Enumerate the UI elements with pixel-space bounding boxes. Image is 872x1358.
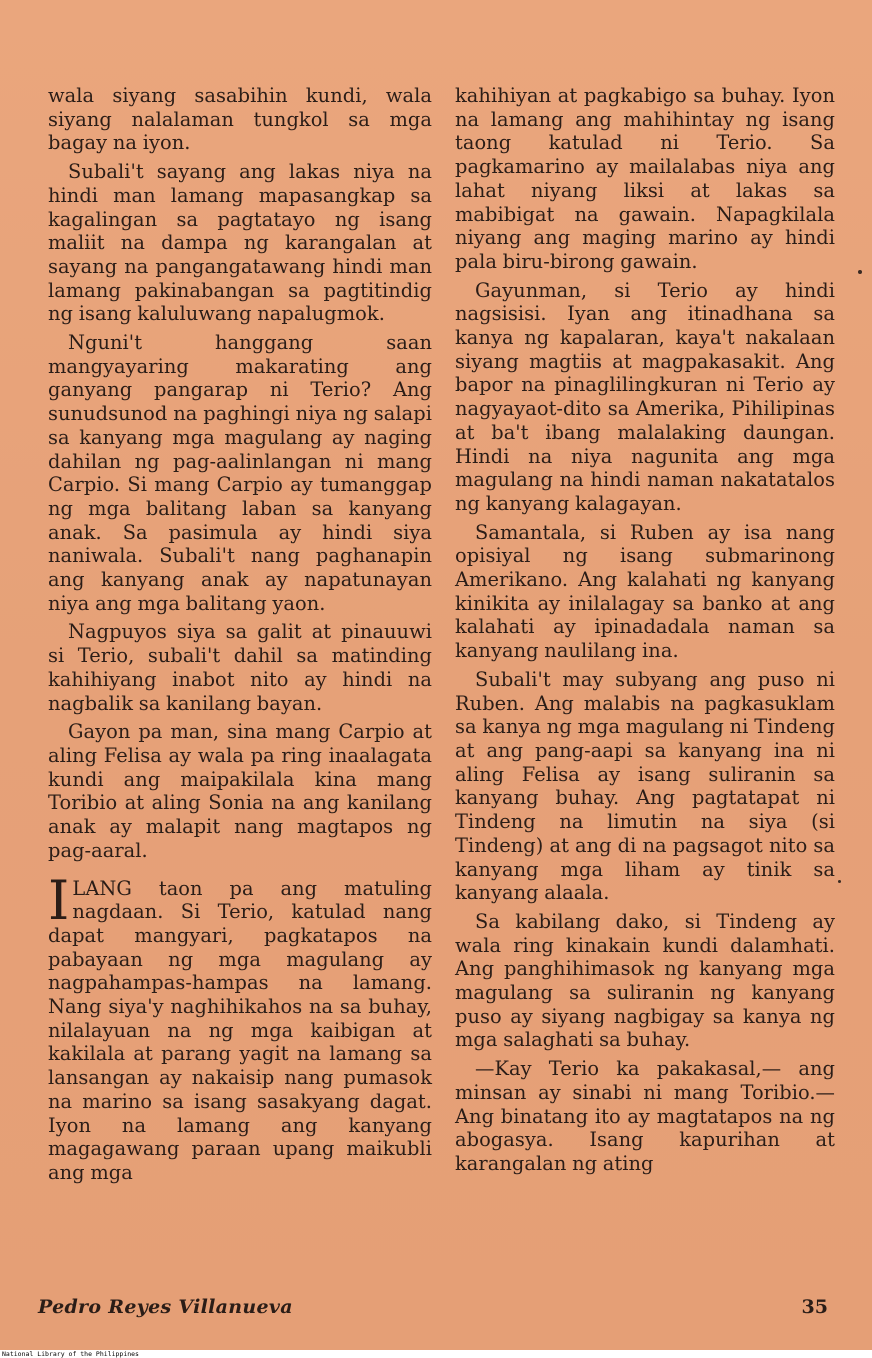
ink-speck [858, 270, 862, 274]
author-name: Pedro Reyes Villanueva [38, 1296, 293, 1318]
right-column [455, 84, 835, 1181]
ink-speck [838, 880, 841, 883]
dropcap-paragraph [48, 868, 432, 1185]
left-paragraph-3: Nguni't hanggang saan mangyayaring makarating ang ganyang pangarap ni Terio? Ang sunudsunod na paghingi niya ng salapi sa kanyang mga magulang ay naging dahilan ng pag-aalinlangan ni mang Carpio. Si mang Carpio ay tumanggap ng mga balitang laban sa kanyang anak. Sa pasimula ay hindi siya naniwala. Subali't nang paghanapin ang kanyang anak ay napatunayan niya ang mga balitang yaon. [48, 331, 432, 615]
right-paragraph-2: Gayunman, si Terio ay hindi nagsisisi. Iyan ang itinadhana sa kanya ng kapalaran, kaya't nakalaan siyang magtiis at magpakasakit. Ang bapor na pinaglilingkuran ni Terio ay nagyayaot-dito sa Amerika, Pihilipinas at ba't ibang malalaking daungan. Hindi na niya nagunita ang mga magulang na hindi naman nakatatalos ng kanyang kalagayan. [455, 278, 835, 515]
right-paragraph-4: Subali't may subyang ang puso ni Ruben. Ang malabis na pagkasuklam sa kanya ng mga magulang ni Tindeng at ang pang-aapi sa kanyang ina ni aling Felisa ay isang suliranin sa kanyang buhay. Ang pagtatapat ni Tindeng na limutin na siya (si Tindeng) at ang di na pagsagot nito sa kanyang mga liham ay tinik sa kanyang alaala. [455, 667, 835, 905]
page-number: 35 [801, 1296, 828, 1318]
drop-cap-initial: I [48, 868, 70, 932]
left-paragraph-1: wala siyang sasabihin kundi, wala siyang nalalaman tungkol sa mga bagay na iyon. [48, 84, 432, 155]
archive-label: National Library of the Philippines [0, 1350, 872, 1358]
right-paragraph-6: —Kay Terio ka pakakasal,— ang minsan ay sinabi ni mang Toribio.—Ang binatang ito ay magtatapos na ng abogasya. Isang kapurihan at karangalan ng ating [455, 1057, 835, 1175]
right-paragraph-3: Samantala, si Ruben ay isa nang opisiyal ng isang submarinong Amerikano. Ang kalahati ng kanyang kinikita ay inilalagay sa banko at ang kalahati ay ipinadadala naman sa kanyang naulilang ina. [455, 520, 835, 663]
right-paragraph-1: kahihiyan at pagkabigo sa buhay. Iyon na lamang ang mahihintay ng isang taong katulad ni Terio. Sa pagkamarino ay mailalabas niya ang lahat niyang liksi at lakas sa mabibigat na gawain. Napagkilala niyang ang maging marino ay hindi pala biru-birong gawain. [455, 84, 835, 273]
left-paragraph-5: Gayon pa man, sina mang Carpio at aling Felisa ay wala pa ring inaalagata kundi ang maipakilala kina mang Toribio at aling Sonia na ang kanilang anak ay malapit nang magtapos ng pag-aaral. [48, 720, 432, 862]
left-column [48, 84, 432, 1190]
left-paragraph-4: Nagpuyos siya sa galit at pinauuwi si Terio, subali't dahil sa matinding kahihiyang inabot nito ay hindi na nagbalik sa kanilang bayan. [48, 620, 432, 715]
left-paragraph-2: Subali't sayang ang lakas niya na hindi man lamang mapasangkap sa kagalingan sa pagtatayo ng isang maliit na dampa ng karangalan at sayang na pangangatawang hindi man lamang pakinabangan sa pagtitindig ng isang kaluluwang napalugmok. [48, 160, 432, 326]
dropcap-paragraph-text: LANG taon pa ang matuling nagdaan. Si Terio, katulad nang dapat mangyari, pagkatapos na pabayaan ng mga magulang ay nagpahampas-hampas na lamang. Nang siya'y naghihikahos na sa buhay, nilalayuan na ng mga kaibigan at kakilala at parang yagit na lamang sa lansangan ay nakaisip nang pumasok na marino sa isang sasakyang dagat. Iyon na lamang ang kanyang magagawang paraan upang maikubli ang mga [48, 876, 432, 1184]
right-paragraph-5: Sa kabilang dako, si Tindeng ay wala ring kinakain kundi dalamhati. Ang panghihimasok ng kanyang mga magulang sa suliranin ng kanyang puso ay siyang nagbigay sa kanya ng mga salaghati sa buhay. [455, 909, 835, 1052]
